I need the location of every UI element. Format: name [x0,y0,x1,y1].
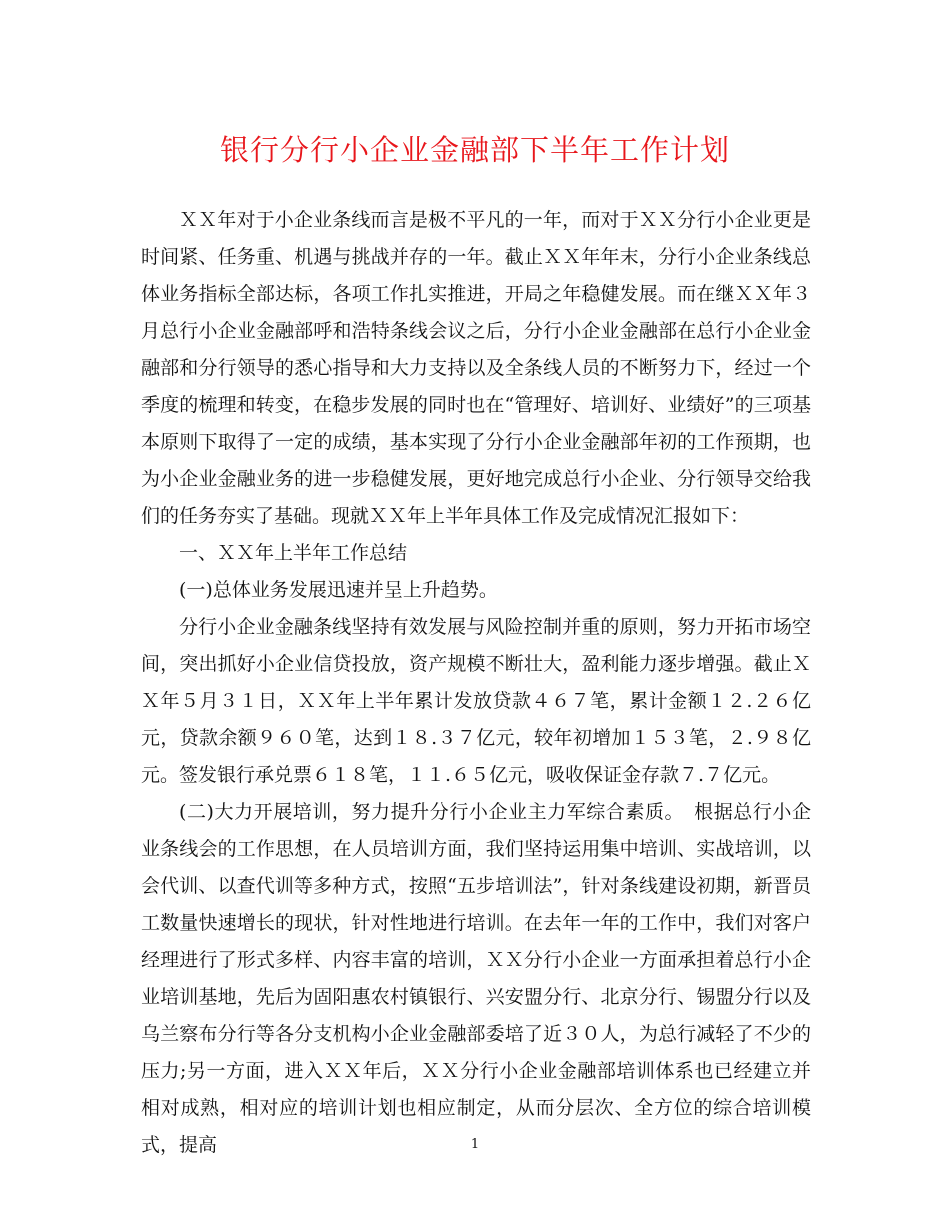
paragraph-business-results: 分行小企业金融条线坚持有效发展与风险控制并重的原则，努力开拓市场空间，突出抓好小企业信贷投放，资产规模不断壮大，盈利能力逐步增强。截止ＸＸ年５月３１日，ＸＸ年上半年累计发放贷款４６７笔，累计金额１２.２６亿元，贷款余额９６０笔，达到１８.３７亿元，较年初增加１５３笔，２.９８亿元。签发银行承兑票６１８笔，１１.６５亿元，吸收保证金存款７.７亿元。 [141,616,811,786]
section-heading-summary: 一、ＸＸ年上半年工作总结 [179,542,408,564]
document-body [141,202,811,1164]
document-title: 银行分行小企业金融部下半年工作计划 [219,133,730,167]
paragraph-training: (二)大力开展培训，努力提升分行小企业主力军综合素质。 根据总行小企业条线会的工作思想，在人员培训方面，我们坚持运用集中培训、实战培训，以会代训、以查代训等多种方式，按照“五步培训法”，针对条线建设初期，新晋员工数量快速增长的现状，针对性地进行培训。在去年一年的工作中，我们对客户经理进行了形式多样、内容丰富的培训，ＸＸ分行小企业一方面承担着总行小企业培训基地，先后为固阳惠农村镇银行、兴安盟分行、北京分行、锡盟分行以及乌兰察布分行等各分支机构小企业金融部委培了近３０人，为总行减轻了不少的压力;另一方面，进入ＸＸ年后，ＸＸ分行小企业金融部培训体系也已经建立并相对成熟，相对应的培训计划也相应制定，从而分层次、全方位的综合培训模式，提高 [141,801,811,1156]
subsection-heading-business: (一)总体业务发展迅速并呈上升趋势。 [179,579,498,601]
page-number: 1 [470,1137,480,1152]
paragraph-intro: ＸＸ年对于小企业条线而言是极不平凡的一年，而对于ＸＸ分行小企业更是时间紧、任务重、机遇与挑战并存的一年。截止ＸＸ年年末，分行小企业条线总体业务指标全部达标，各项工作扎实推进，开局之年稳健发展。而在继ＸＸ年３月总行小企业金融部呼和浩特条线会议之后，分行小企业金融部在总行小企业金融部和分行领导的悉心指导和大力支持以及全条线人员的不断努力下，经过一个季度的梳理和转变，在稳步发展的同时也在“管理好、培训好、业绩好”的三项基本原则下取得了一定的成绩，基本实现了分行小企业金融部年初的工作预期，也为小企业金融业务的进一步稳健发展，更好地完成总行小企业、分行领导交给我们的任务夯实了基础。现就ＸＸ年上半年具体工作及完成情况汇报如下： [141,209,811,527]
